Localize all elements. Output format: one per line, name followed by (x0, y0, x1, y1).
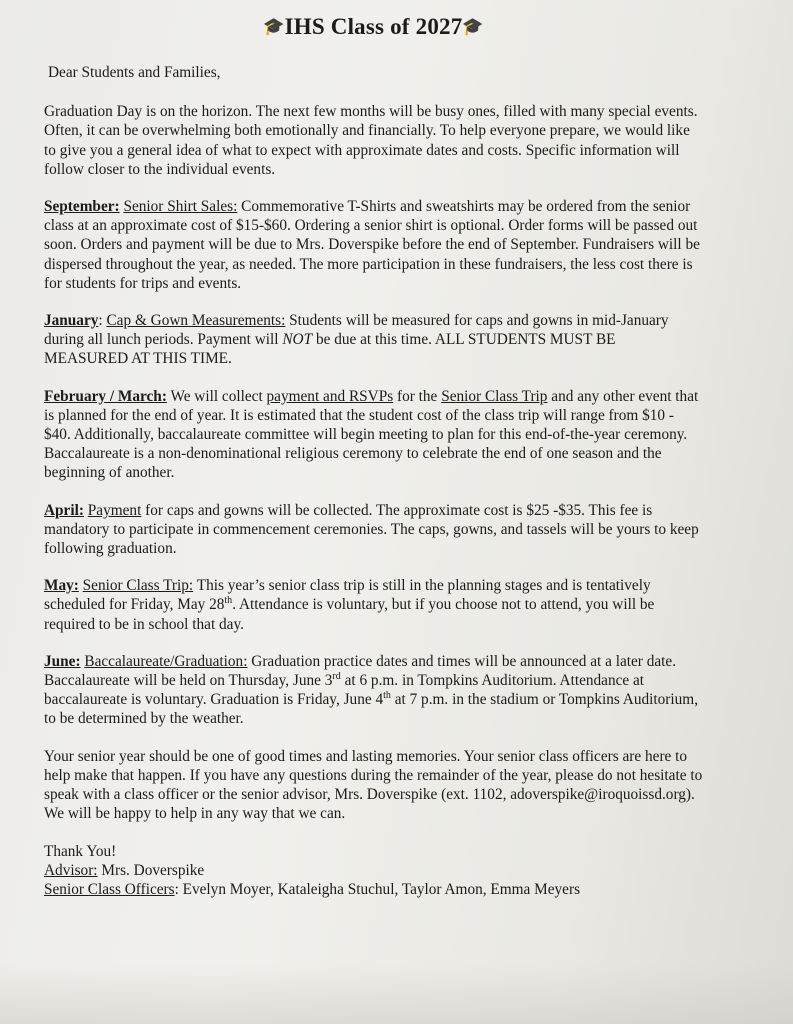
advisor-line (44, 861, 703, 880)
january-paragraph (44, 311, 703, 369)
page-title (44, 12, 703, 42)
month-heading-april: April: (44, 501, 84, 519)
month-heading-january: January (44, 312, 99, 330)
greeting: Dear Students and Families, (48, 64, 221, 81)
february-march-paragraph (44, 387, 703, 483)
graduation-cap-icon: 🎓 (462, 17, 484, 36)
may-paragraph (44, 576, 703, 634)
thank-you: Thank You! (44, 842, 117, 860)
closing-paragraph: Your senior year should be one of good times and lasting memories. Your senior class officers are here to help make that happen. If you have any questions during the remainder of the year, please do not hesitate to speak with a class officer or the senior advisor, Mrs. Doverspike (ext. 1102, adoverspike@iroquoissd.org). We will be happy to help in any way that we can. (44, 747, 703, 823)
topic-senior-shirt-sales: Senior Shirt Sales: (123, 198, 238, 216)
advisor-label: Advisor: (44, 861, 98, 879)
page-shadow (0, 964, 793, 1024)
advisor-name: Mrs. Doverspike (101, 861, 205, 879)
june-text-3: at 7 p.m. in the stadium or Tompkins Auditorium, to be determined by the weather. (44, 691, 699, 728)
officers-line (44, 880, 703, 899)
september-text: Commemorative T-Shirts and sweatshirts may be ordered from the senior class at an approximate cost of $15-$60. Ordering a senior shirt is optional. Order forms will be passed out soon. Orders and payment will be due to Mrs. Doverspike before the end of September. Fundraisers will be dispersed throughout the year, as needed. The more participation in these fundraisers, the less cost there is for students for trips and events. (44, 198, 700, 292)
month-heading-february-march: February / March: (44, 387, 167, 405)
april-paragraph (44, 501, 703, 559)
signoff-block (44, 842, 703, 900)
june-text-1: Graduation practice dates and times will be announced at a later date. Baccalaureate will be held on Thursday, June 3 (44, 652, 677, 690)
january-text-after: be due at this time. ALL STUDENTS MUST BE MEASURED AT THIS TIME. (44, 331, 616, 368)
underlined-senior-class-trip: Senior Class Trip (441, 387, 548, 405)
february-text-3: and any other event that is planned for the end of year. It is estimated that the student cost of the class trip will range from $10 - $40. Additionally, baccalaureate committee will begin meeting to plan for this end-of-the-year ceremony. Baccalaureate is a non-denominational religious ceremony to celebrate the end of one season and the beginning of another. (44, 387, 699, 482)
month-heading-september: September: (44, 198, 120, 216)
june-paragraph (44, 652, 703, 729)
february-text-1: We will collect (170, 387, 263, 405)
may-ordinal: th (224, 595, 233, 607)
month-heading-may: May: (44, 577, 79, 595)
april-text: for caps and gowns will be collected. The approximate cost is $25 -$35. This fee is mandatory to participate in commencement ceremonies. The caps, gowns, and tassels will be yours to keep following graduation. (44, 501, 699, 558)
topic-payment: Payment (87, 501, 142, 519)
february-text-2: for the (397, 387, 438, 405)
topic-baccalaureate-graduation: Baccalaureate/Graduation: (84, 652, 248, 670)
january-colon: : (98, 312, 103, 330)
may-text-after: . Attendance is voluntary, but if you choose not to attend, you will be required to be in school that day. (44, 596, 655, 633)
june-text-2: at 6 p.m. in Tompkins Auditorium. Attendance at baccalaureate is voluntary. Graduation is Friday, June 4 (44, 672, 645, 709)
title-text: IHS Class of 2027 (284, 14, 463, 39)
may-text-before: This year’s senior class trip is still in the planning stages and is tentatively scheduled for Friday, May 28 (44, 577, 651, 614)
june-ordinal-2: th (383, 690, 391, 702)
january-text-before: Students will be measured for caps and gowns in mid-January during all lunch periods. Payment will (44, 312, 669, 349)
topic-senior-class-trip: Senior Class Trip: (82, 577, 194, 595)
topic-cap-gown-measurements: Cap & Gown Measurements: (106, 312, 286, 330)
officers-label: Senior Class Officers (44, 880, 175, 898)
intro-paragraph: Graduation Day is on the horizon. The next few months will be busy ones, filled with many special events. Often, it can be overwhelming both emotionally and financially. To help everyone prepare, we would like to give you a general idea of what to expect with approximate dates and costs. Specific information will follow closer to the individual events. (44, 103, 698, 178)
june-ordinal-1: rd (332, 670, 341, 682)
underlined-payment-rsvps: payment and RSVPs (266, 387, 394, 405)
month-heading-june: June: (44, 652, 81, 670)
graduation-cap-icon: 🎓 (263, 17, 285, 36)
september-paragraph (44, 197, 703, 293)
officers-names: : Evelyn Moyer, Kataleigha Stuchul, Taylor Amon, Emma Meyers (174, 880, 581, 898)
january-emphasis: NOT (282, 331, 313, 349)
